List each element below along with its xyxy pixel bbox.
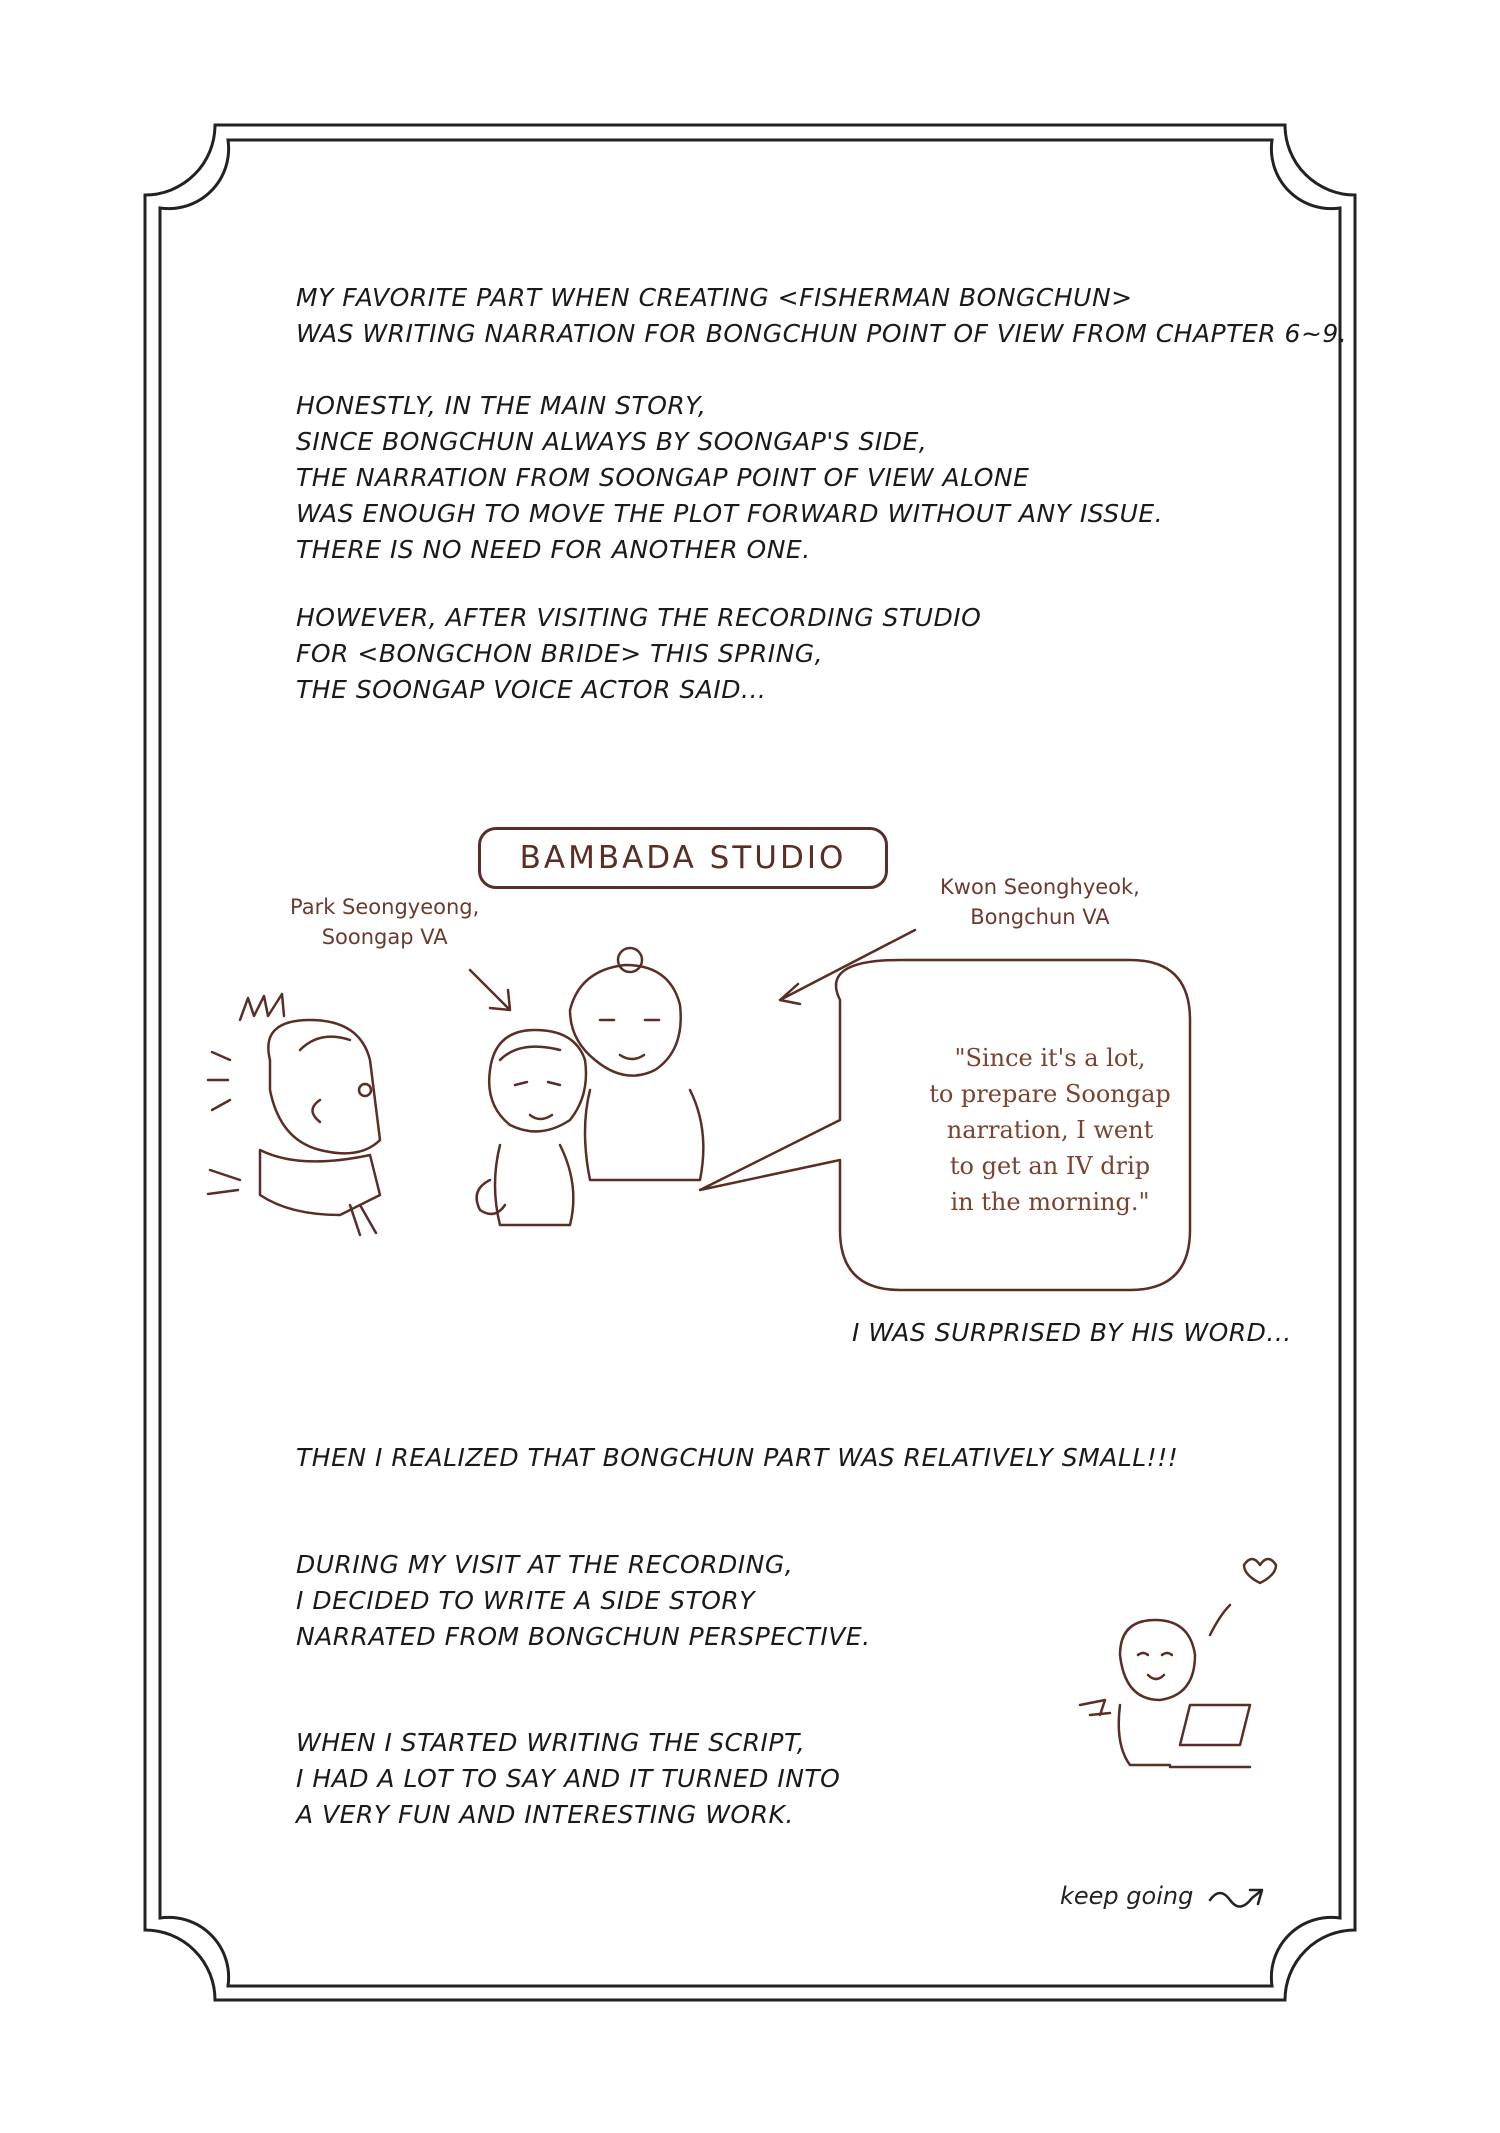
- author-laptop-sketch: [1060, 1545, 1280, 1785]
- text-line: WHEN I STARTED WRITING THE SCRIPT,: [296, 1728, 806, 1757]
- visit-paragraph: [296, 1547, 871, 1655]
- intro-paragraph: [296, 280, 1347, 352]
- label-line: Park Seongyeong,: [290, 895, 480, 919]
- quote-line: narration, I went: [946, 1116, 1154, 1144]
- text-line: A VERY FUN AND INTERESTING WORK.: [296, 1800, 794, 1829]
- bongchun-va-figure: [570, 948, 703, 1180]
- text-line: I DECIDED TO WRITE A SIDE STORY: [296, 1586, 756, 1615]
- speech-quote: [900, 1040, 1200, 1220]
- text-line: I WAS SURPRISED BY HIS WORD...: [852, 1318, 1292, 1347]
- text-line: THEN I REALIZED THAT BONGCHUN PART WAS RELATIVELY SMALL!!!: [296, 1443, 1179, 1472]
- quote-line: "Since it's a lot,: [954, 1044, 1146, 1072]
- author-figure: [208, 994, 380, 1235]
- honestly-paragraph: [296, 388, 1163, 568]
- text-line: SINCE BONGCHUN ALWAYS BY SOONGAP'S SIDE,: [296, 427, 928, 456]
- arrow-right: [780, 930, 915, 1004]
- heart-icon: [1244, 1559, 1276, 1583]
- text-line: I HAD A LOT TO SAY AND IT TURNED INTO: [296, 1764, 841, 1793]
- text-line: HOWEVER, AFTER VISITING THE RECORDING STUDIO: [296, 603, 982, 632]
- text-line: WAS WRITING NARRATION FOR BONGCHUN POINT OF VIEW FROM CHAPTER 6~9.: [296, 319, 1348, 348]
- text-line: THERE IS NO NEED FOR ANOTHER ONE.: [296, 535, 811, 564]
- label-line: Soongap VA: [321, 925, 448, 949]
- text-line: DURING MY VISIT AT THE RECORDING,: [296, 1550, 794, 1579]
- label-line: Bongchun VA: [970, 905, 1110, 929]
- soongap-va-figure: [477, 1030, 586, 1225]
- quote-line: in the morning.": [950, 1188, 1150, 1216]
- text-line: MY FAVORITE PART WHEN CREATING <FISHERMAN BONGCHUN>: [296, 283, 1133, 312]
- text-line: FOR <BONGCHON BRIDE> THIS SPRING,: [296, 639, 824, 668]
- text-line: THE NARRATION FROM SOONGAP POINT OF VIEW ALONE: [296, 463, 1030, 492]
- text-line: HONESTLY, IN THE MAIN STORY,: [296, 391, 707, 420]
- text-line: WAS ENOUGH TO MOVE THE PLOT FORWARD WITHOUT ANY ISSUE.: [296, 499, 1164, 528]
- started-paragraph: [296, 1725, 840, 1833]
- arrow-left: [470, 970, 510, 1010]
- label-line: Kwon Seonghyeok,: [940, 875, 1140, 899]
- keep-going-text: keep going: [1060, 1882, 1194, 1910]
- quote-line: to get an IV drip: [949, 1152, 1151, 1180]
- keep-going-note: [1060, 1882, 1193, 1910]
- quote-line: to prepare Soongap: [929, 1080, 1171, 1108]
- however-paragraph: [296, 600, 981, 708]
- studio-sign: BAMBADA STUDIO: [478, 827, 888, 889]
- realized-line: [296, 1440, 1178, 1476]
- squiggle-arrow-icon: [1205, 1878, 1275, 1918]
- text-line: NARRATED FROM BONGCHUN PERSPECTIVE.: [296, 1622, 871, 1651]
- surprised-line: [852, 1315, 1292, 1351]
- text-line: THE SOONGAP VOICE ACTOR SAID...: [296, 675, 767, 704]
